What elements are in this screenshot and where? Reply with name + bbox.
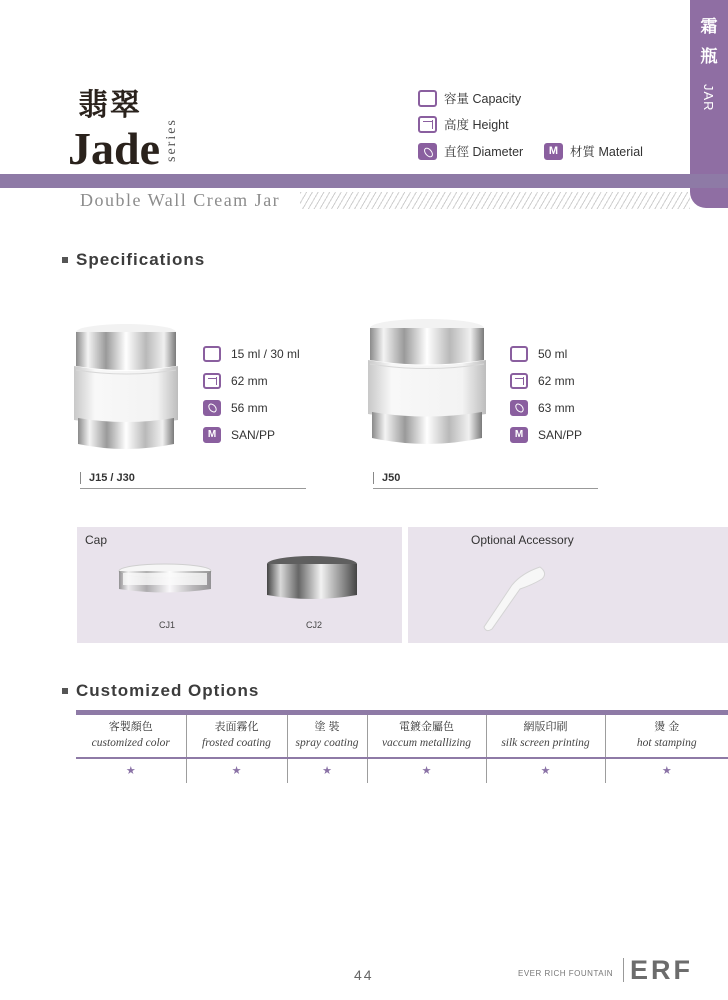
spec-value: SAN/PP	[538, 428, 583, 442]
spec-value: 56 mm	[231, 401, 268, 415]
bullet-icon	[62, 257, 68, 263]
hatch-divider	[300, 192, 690, 209]
footer-divider	[623, 958, 624, 982]
optional-accessory-title: Optional Accessory	[471, 533, 574, 547]
option-zh: 客製顏色	[108, 721, 153, 734]
star-icon: ★	[231, 765, 242, 778]
option-en: frosted coating	[202, 737, 271, 750]
spec-material-j50	[510, 427, 582, 443]
cap-panel	[77, 527, 402, 643]
spec-material-j15	[203, 427, 275, 443]
cap-label-cj2: CJ2	[306, 620, 323, 630]
model-label-j15-j30: J15 / J30	[80, 472, 135, 484]
option-zh: 電鍍金屬色	[399, 721, 454, 734]
option-cell	[76, 715, 186, 757]
product-image-j15-j30	[70, 318, 182, 458]
material-icon: M	[510, 427, 528, 443]
option-en: vaccum metallizing	[381, 737, 472, 750]
footer-logo: ERF	[630, 955, 693, 985]
product-image-j50	[364, 314, 490, 454]
options-availability-row	[76, 757, 728, 783]
spec-diameter-j50	[510, 400, 575, 416]
spec-diameter-j15	[203, 400, 268, 416]
star-icon: ★	[421, 765, 432, 778]
brand-series-label: series	[164, 118, 179, 162]
option-zh: 燙 金	[654, 721, 680, 734]
options-header-rule	[76, 757, 728, 759]
specifications-title: Specifications	[76, 250, 206, 269]
spec-value: 50 ml	[538, 347, 568, 361]
material-icon: M	[544, 143, 563, 160]
option-cell	[186, 715, 287, 757]
capacity-icon	[510, 346, 528, 362]
height-icon	[418, 116, 437, 133]
product-subtitle: Double Wall Cream Jar	[80, 190, 281, 210]
availability-cell	[186, 757, 287, 783]
star-icon: ★	[661, 765, 672, 778]
bullet-icon	[62, 688, 68, 694]
page-number: 44	[354, 967, 374, 983]
spec-height-j15	[203, 373, 268, 389]
availability-cell	[76, 757, 186, 783]
cap-panel-title: Cap	[85, 533, 108, 547]
spec-height-j50	[510, 373, 575, 389]
diameter-icon	[203, 400, 221, 416]
legend-height-label: 高度 Height	[444, 118, 509, 132]
legend-diameter-label: 直徑 Diameter	[444, 145, 524, 159]
category-tab-zh	[690, 0, 728, 72]
model-underline	[373, 488, 598, 489]
option-cell	[605, 715, 728, 757]
category-tab-zh-2: 瓶	[700, 47, 718, 67]
capacity-icon	[203, 346, 221, 362]
legend-height	[418, 115, 509, 133]
options-header-row	[76, 715, 728, 757]
option-cell	[287, 715, 367, 757]
customized-title: Customized Options	[76, 681, 260, 700]
option-zh: 塗 裝	[314, 721, 340, 734]
option-en: customized color	[91, 737, 170, 750]
category-tab-en: JAR	[701, 84, 716, 112]
diameter-icon	[418, 143, 437, 160]
brand-title-en: Jade	[68, 123, 160, 174]
height-icon	[203, 373, 221, 389]
availability-cell	[367, 757, 486, 783]
option-cell	[486, 715, 605, 757]
spec-value: 63 mm	[538, 401, 575, 415]
spec-value: 62 mm	[231, 374, 268, 388]
option-en: spray coating	[295, 737, 359, 750]
availability-cell	[486, 757, 605, 783]
star-icon: ★	[125, 765, 136, 778]
spec-capacity-j50	[510, 346, 567, 362]
legend-material	[544, 142, 643, 160]
customized-heading	[62, 681, 259, 701]
star-icon: ★	[540, 765, 551, 778]
header-band	[0, 174, 728, 188]
availability-cell	[605, 757, 728, 783]
material-icon: M	[203, 427, 221, 443]
option-zh: 網版印刷	[523, 721, 568, 734]
option-en: hot stamping	[636, 737, 697, 750]
legend-material-label: 材質 Material	[570, 145, 643, 159]
spatula-image	[482, 563, 548, 633]
model-label-j50: J50	[373, 472, 400, 484]
diameter-icon	[510, 400, 528, 416]
footer-brand-name: EVER RICH FOUNTAIN	[518, 969, 614, 978]
cap-image-cj1	[117, 563, 213, 599]
legend-capacity-label: 容量 Capacity	[444, 92, 522, 106]
option-en: silk screen printing	[501, 737, 590, 750]
spec-capacity-j15	[203, 346, 300, 362]
brand-title-zh: 翡翠	[78, 88, 142, 123]
category-tab-zh-1: 霜	[700, 17, 718, 37]
option-cell	[367, 715, 486, 757]
spec-value: SAN/PP	[231, 428, 276, 442]
spec-value: 15 ml / 30 ml	[231, 347, 300, 361]
model-underline	[80, 488, 306, 489]
spec-value: 62 mm	[538, 374, 575, 388]
star-icon: ★	[322, 765, 332, 778]
availability-cell	[287, 757, 367, 783]
option-zh: 表面霧化	[214, 721, 259, 734]
customized-options-table	[76, 715, 728, 783]
specifications-heading	[62, 250, 205, 270]
optional-accessory-panel	[408, 527, 728, 643]
cap-label-cj1: CJ1	[159, 620, 176, 630]
legend-capacity	[418, 89, 521, 107]
cap-image-cj2	[265, 555, 359, 605]
height-icon	[510, 373, 528, 389]
legend-diameter	[418, 142, 523, 160]
capacity-icon	[418, 90, 437, 107]
